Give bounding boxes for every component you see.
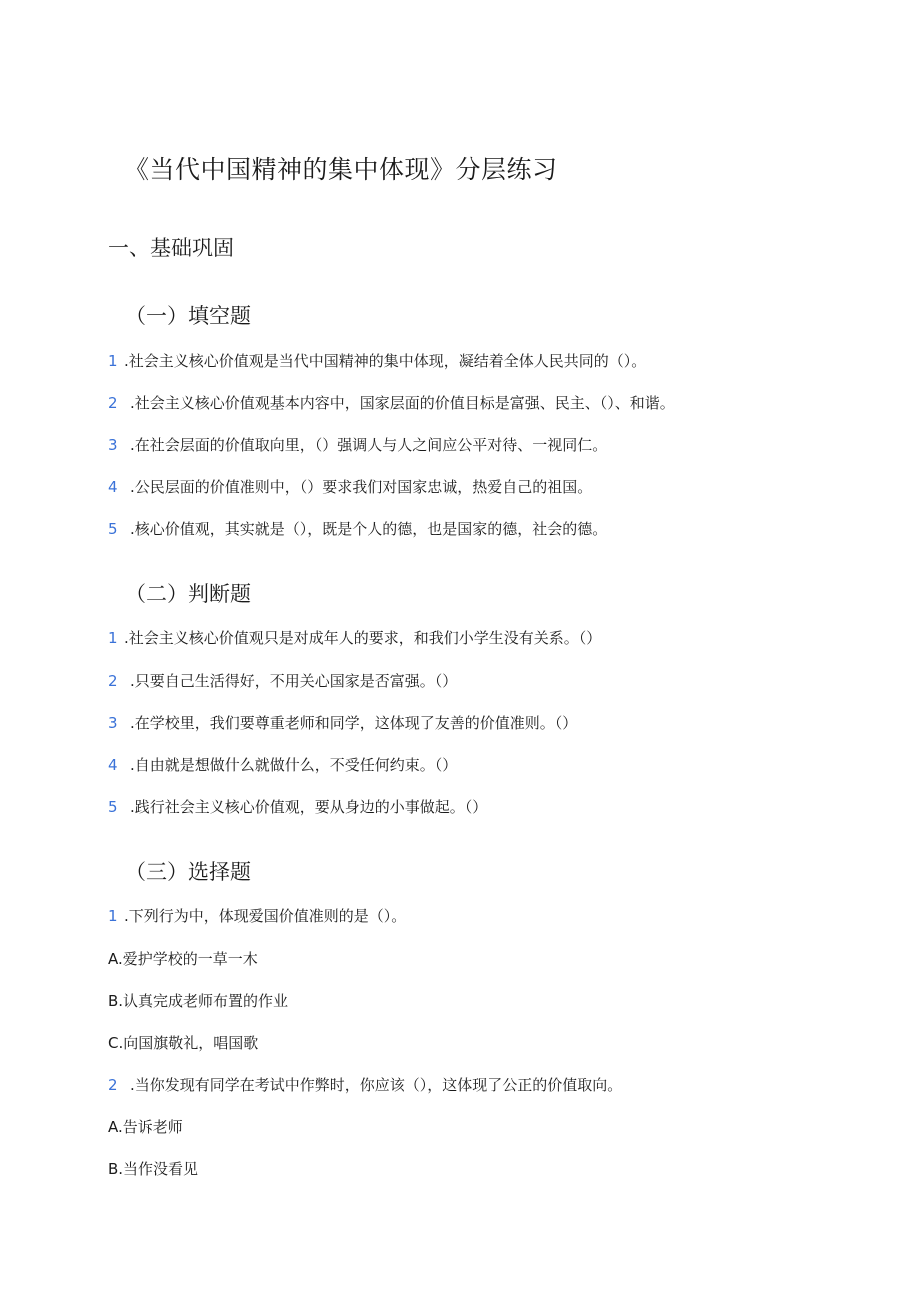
section-heading-basic: 一、基础巩固 [108,236,234,260]
item-number: 1 [108,907,118,925]
choice-question [108,1074,622,1095]
item-text: .当你发现有同学在考试中作弊时，你应该（），这体现了公正的价值取向。 [130,1076,623,1094]
item-number: 5 [108,520,118,538]
item-number: 4 [108,478,118,496]
item-text: .公民层面的价值准则中，（）要求我们对国家忠诚，热爱自己的祖国。 [130,478,593,496]
fill-blank-item [108,476,592,497]
choice-option: A.告诉老师 [108,1118,183,1136]
true-false-item [108,670,457,691]
choice-option: C.向国旗敬礼，唱国歌 [108,1034,259,1052]
item-number: 1 [108,352,118,370]
item-text: .下列行为中，体现爱国价值准则的是（）。 [124,907,407,925]
item-number: 2 [108,672,118,690]
item-number: 5 [108,798,118,816]
choice-option: A.爱护学校的一草一木 [108,950,258,968]
subheading-true-false: （二）判断题 [125,582,251,606]
item-text: .只要自己生活得好，不用关心国家是否富强。（） [130,672,458,690]
item-text: .社会主义核心价值观只是对成年人的要求，和我们小学生没有关系。（） [124,629,602,647]
fill-blank-item [108,392,675,413]
subheading-fill-blank: （一）填空题 [125,304,251,328]
fill-blank-item [108,518,607,539]
true-false-item [108,796,487,817]
item-text: .在学校里，我们要尊重老师和同学，这体现了友善的价值准则。（） [130,714,578,732]
item-number: 4 [108,756,118,774]
fill-blank-item [108,350,646,371]
item-number: 3 [108,714,118,732]
subheading-choice: （三）选择题 [125,860,251,884]
true-false-item [108,627,601,648]
fill-blank-item [108,434,607,455]
item-text: .自由就是想做什么就做什么，不受任何约束。（） [130,756,458,774]
document-title: 《当代中国精神的集中体现》分层练习 [124,155,558,184]
choice-option: B.认真完成老师布置的作业 [108,992,289,1010]
item-number: 2 [108,394,118,412]
true-false-item [108,712,577,733]
item-text: .践行社会主义核心价值观，要从身边的小事做起。（） [130,798,488,816]
item-text: .核心价值观，其实就是（），既是个人的德，也是国家的德，社会的德。 [130,520,608,538]
item-text: .社会主义核心价值观基本内容中，国家层面的价值目标是富强、民主、（）、和谐。 [130,394,675,412]
true-false-item [108,754,457,775]
item-number: 2 [108,1076,118,1094]
choice-question [108,905,406,926]
choice-option: B.当作没看见 [108,1160,199,1178]
item-text: .在社会层面的价值取向里，（）强调人与人之间应公平对待、一视同仁。 [130,436,608,454]
item-number: 3 [108,436,118,454]
item-text: .社会主义核心价值观是当代中国精神的集中体现，凝结着全体人民共同的（）。 [124,352,647,370]
item-number: 1 [108,629,118,647]
